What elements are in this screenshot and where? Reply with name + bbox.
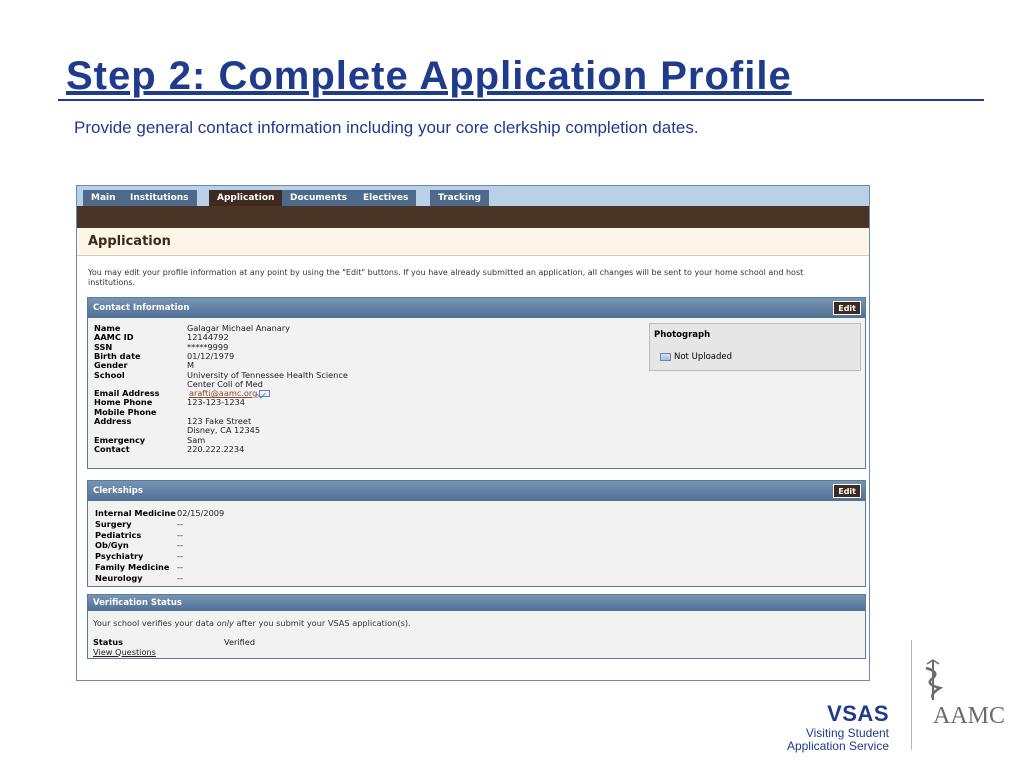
email-label: Email Address	[94, 388, 160, 399]
emergency-label-line2: Contact	[94, 443, 130, 454]
verification-status-panel	[87, 594, 866, 659]
clerkship-value: --	[177, 551, 183, 562]
nav-bar	[77, 206, 869, 228]
tab-institutions[interactable]: Institutions	[122, 190, 197, 206]
clerkship-label: Pediatrics	[95, 529, 142, 540]
contact-information-header	[88, 298, 865, 318]
title-underline-rule	[58, 99, 984, 101]
clerkships-list	[95, 509, 395, 584]
clerkship-value: 02/15/2009	[177, 508, 225, 518]
verification-note-text: Your school verifies your data	[93, 618, 217, 628]
birth-date-label: Birth date	[94, 350, 141, 361]
aamc-logo-text: AAMC	[933, 703, 1006, 729]
aamc-id-value: 12144792	[187, 332, 229, 343]
mobile-phone-label: Mobile Phone	[94, 406, 157, 417]
intro-text: You may edit your profile information at any point by using the "Edit" buttons. If you have already submitted an application, all changes will be sent to your home school and host institutions.	[88, 268, 804, 287]
view-questions-link[interactable]: View Questions	[93, 646, 156, 657]
slide-title: Step 2: Complete Application Profile	[66, 54, 792, 98]
name-label: Name	[94, 323, 121, 333]
photograph-box	[649, 323, 861, 371]
address-value-line2: Disney, CA 12345	[187, 425, 261, 436]
clerkships-panel	[87, 480, 866, 587]
name-value: Galagar Michael Ananary	[187, 323, 291, 333]
clerkship-value: --	[177, 518, 183, 529]
clerkship-label: Surgery	[95, 518, 132, 529]
contact-body	[88, 318, 865, 468]
page-heading: Application	[77, 228, 869, 256]
gender-label: Gender	[94, 360, 128, 371]
tab-main[interactable]: Main	[83, 190, 124, 206]
verification-status-header: Verification Status	[88, 595, 865, 611]
birth-date-value: 01/12/1979	[187, 350, 235, 361]
clerkship-label: Ob/Gyn	[95, 540, 129, 551]
vsas-tagline	[787, 727, 889, 753]
verification-body	[93, 619, 653, 657]
photograph-status-text: Not Uploaded	[674, 352, 733, 362]
address-label: Address	[94, 416, 132, 426]
clerkships-header	[88, 481, 865, 501]
home-phone-value: 123-123-1234	[187, 397, 246, 408]
school-value-line2: Center Coll of Med	[187, 378, 263, 389]
clerkship-value: --	[177, 540, 183, 551]
edit-contact-button[interactable]: Edit	[833, 301, 861, 315]
clerkship-label: Neurology	[95, 572, 143, 583]
envelope-icon[interactable]	[259, 390, 270, 397]
image-icon	[660, 353, 671, 361]
ssn-value: *****9999	[187, 341, 229, 352]
school-label: School	[94, 369, 125, 380]
panel-title: Clerkships	[93, 486, 143, 496]
application-window	[76, 185, 870, 681]
status-label: Status	[93, 637, 123, 647]
vsas-tagline-line2: Application Service	[786, 739, 889, 753]
clerkship-value: --	[177, 562, 183, 572]
verification-note	[93, 619, 411, 628]
verification-note-emphasis: only	[216, 618, 234, 628]
vsas-logo-text: VSAS	[827, 701, 889, 726]
clerkship-label: Internal Medicine	[95, 508, 176, 518]
clerkship-value: --	[177, 529, 183, 540]
contact-fields	[94, 324, 594, 464]
aamc-id-label: AAMC ID	[94, 332, 134, 343]
home-phone-label: Home Phone	[94, 397, 153, 408]
emergency-label-line1: Emergency	[94, 434, 146, 445]
edit-clerkships-button[interactable]: Edit	[833, 484, 861, 498]
tab-bar	[77, 186, 869, 206]
panel-title: Contact Information	[93, 303, 190, 313]
photograph-title: Photograph	[654, 330, 711, 340]
contact-information-panel	[87, 297, 866, 469]
status-value: Verified	[224, 637, 256, 647]
email-link[interactable]: arafti@aamc.org	[189, 388, 258, 399]
emergency-value-line1: Sam	[187, 434, 206, 445]
address-value-line1: 123 Fake Street	[187, 416, 252, 426]
tab-tracking[interactable]: Tracking	[430, 190, 489, 206]
school-value-line1: University of Tennessee Health Science	[187, 369, 348, 380]
verification-note-text-end: after you submit your VSAS application(s).	[233, 618, 411, 628]
caduceus-icon	[920, 658, 946, 702]
tab-application[interactable]: Application	[209, 190, 282, 206]
clerkship-value: --	[177, 572, 183, 583]
photograph-status	[660, 352, 732, 362]
slide-subtitle: Provide general contact information including your core clerkship completion dates.	[74, 118, 699, 137]
emergency-value-line2: 220.222.2234	[187, 443, 245, 454]
tab-documents[interactable]: Documents	[282, 190, 355, 206]
branding-logos	[770, 640, 1020, 765]
vsas-tagline-line1: Visiting Student	[805, 726, 889, 740]
tab-electives[interactable]: Electives	[355, 190, 416, 206]
clerkship-label: Psychiatry	[95, 551, 144, 562]
clerkship-label: Family Medicine	[95, 562, 170, 572]
logo-divider	[911, 640, 912, 750]
gender-value: M	[187, 360, 195, 371]
ssn-label: SSN	[94, 341, 113, 352]
